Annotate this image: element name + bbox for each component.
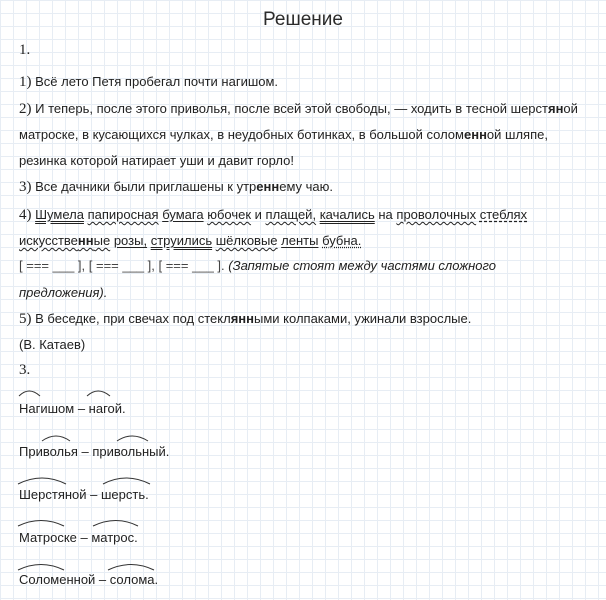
sentence-text: ой шляпе,: [486, 127, 548, 142]
sentence-3: [19, 179, 333, 195]
subject-word: бумага: [162, 207, 204, 222]
sentence-4-scheme-line: [19, 258, 496, 274]
predicate-word: Шумела: [35, 207, 84, 222]
root-arc-marks-1: [18, 386, 158, 398]
word-pair: Матроске – матрос.: [19, 530, 138, 545]
highlighted-suffix: енн: [256, 179, 280, 194]
sentence-text: матроске, в кусающихся чулках, в неудобных ботинках, в большой солом: [19, 127, 464, 142]
sentence-number: 4): [19, 207, 32, 223]
highlighted-suffix: ян: [547, 101, 564, 116]
root-arc-icon: [18, 565, 64, 571]
scheme-note-line-2: предложения).: [19, 285, 108, 300]
preposition-word: на: [378, 207, 393, 222]
root-arc-icon: [18, 478, 66, 484]
sentence-scheme: [ === ___ ], [ === ___ ], [ === ___ ].: [19, 258, 225, 273]
word-pair: Нагишом – нагой.: [19, 401, 126, 416]
attribute-word: плащей,: [265, 207, 317, 222]
attribute-word: шёлковые: [215, 233, 278, 248]
sentence-text: В беседке, при свечах под стекл: [35, 311, 231, 326]
root-arc-icon: [108, 565, 154, 571]
author-credit: (В. Катаев): [19, 337, 86, 352]
root-arc-icon: [18, 521, 64, 527]
sentence-text: Все дачники были приглашены к утр: [35, 179, 257, 194]
sentence-text: резинка которой натирает уши и давит горло!: [19, 153, 294, 168]
adverbial-word: стеблях: [479, 207, 528, 222]
sentence-2-line-2: [19, 127, 548, 143]
root-arc-icon: [87, 391, 110, 396]
sentence-text: ыми колпаками, ужинали взрослые.: [254, 311, 472, 326]
highlighted-suffix: енн: [463, 127, 487, 142]
task-number-3: 3.: [19, 362, 31, 378]
object-word: бубна.: [322, 233, 362, 248]
predicate-word: качались: [319, 207, 375, 222]
sentence-number: 5): [19, 311, 32, 327]
attribute-word: папиросная: [87, 207, 159, 222]
root-arc-marks-2: [18, 431, 188, 443]
task-number-1: 1.: [19, 42, 31, 58]
attribute-word: искусственные: [19, 233, 111, 248]
word-pair: Шерстяной – шерсть.: [19, 487, 149, 502]
sentence-4-line-2: [19, 233, 361, 249]
subject-word: ленты: [281, 233, 319, 248]
attribute-word: юбочек: [207, 207, 252, 222]
word-pair: Соломенной – солома.: [19, 572, 159, 587]
root-arc-icon: [19, 391, 40, 396]
sentence-number: 1): [19, 74, 32, 90]
root-arc-icon: [93, 521, 138, 527]
scheme-note: (Запятые стоят между частями сложного: [228, 258, 497, 273]
sentence-4-line-1: [19, 207, 527, 223]
word-pair: Приволья – привольный.: [19, 444, 170, 459]
sentence-2-line-1: [19, 101, 578, 117]
sentence-text: И теперь, после этого приволья, после всей этой свободы, — ходить в тесной шерст: [35, 101, 548, 116]
sentence-text: ой: [563, 101, 578, 116]
sentence-2-line-3: [19, 153, 294, 169]
root-arc-marks-4: [18, 516, 158, 528]
sentence-5: [19, 311, 471, 327]
root-arc-icon: [42, 436, 70, 441]
conjunction-word: и: [254, 207, 262, 222]
sentence-number: 2): [19, 101, 32, 117]
sentence-number: 3): [19, 179, 32, 195]
subject-word: розы,: [113, 233, 148, 248]
highlighted-suffix: нн: [77, 233, 94, 248]
root-arc-marks-5: [18, 560, 168, 572]
page-title: Решение: [263, 9, 343, 30]
root-arc-marks-3: [18, 474, 168, 486]
highlighted-suffix: янн: [230, 311, 255, 326]
root-arc-icon: [117, 436, 148, 441]
root-arc-icon: [103, 478, 150, 484]
predicate-word: струились: [150, 233, 213, 248]
sentence-text: Всё лето Петя пробегал почти нагишом.: [35, 74, 279, 89]
sentence-text: ему чаю.: [279, 179, 334, 194]
attribute-word: проволочных: [396, 207, 477, 222]
sentence-1: [19, 74, 278, 90]
